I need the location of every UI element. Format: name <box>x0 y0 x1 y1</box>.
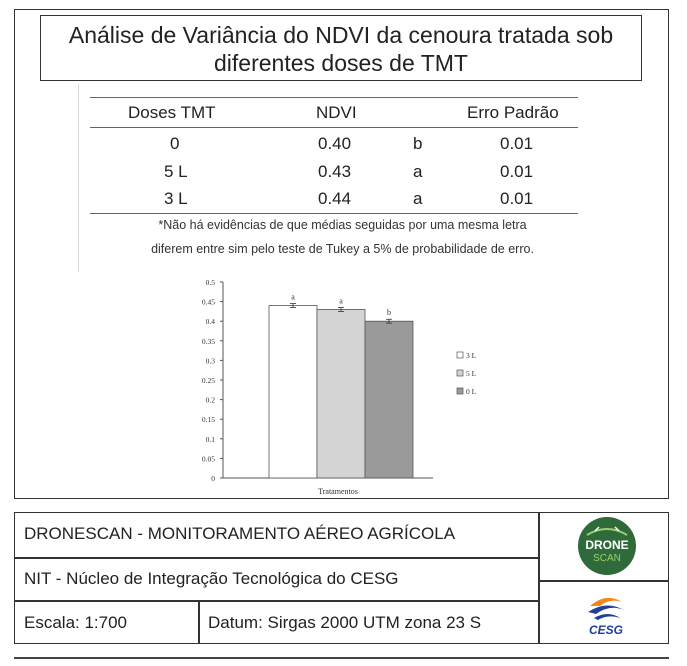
footer-divider <box>538 580 669 582</box>
table-rule-bottom <box>90 213 578 214</box>
y-tick-label: 0.2 <box>205 395 215 405</box>
legend-swatch <box>457 370 463 376</box>
y-tick-label: 0.15 <box>201 415 215 425</box>
table-header-dose: Doses TMT <box>128 103 216 122</box>
table-rule-top <box>90 97 578 98</box>
table-cell-dose: 5 L <box>164 162 188 181</box>
scale-label: Escala: 1:700 <box>24 613 128 632</box>
bar <box>317 309 365 478</box>
table-footnote-line-1: *Não há evidências de que médias seguidas por uma mesma letra <box>158 218 527 232</box>
table-header-error: Erro Padrão <box>467 103 559 122</box>
y-tick-label: 0.3 <box>205 356 215 366</box>
bar <box>269 306 317 478</box>
data-label: b <box>387 308 391 318</box>
legend-label: 5 L <box>466 369 477 378</box>
table-cell-error: 0.01 <box>500 134 534 153</box>
table-cell-dose: 3 L <box>164 189 188 208</box>
table-cell-error: 0.01 <box>500 162 534 181</box>
bar <box>365 321 413 478</box>
data-label: a <box>291 292 295 302</box>
legend-label: 3 L <box>466 351 477 360</box>
table-cell-dose: 0 <box>170 134 180 153</box>
ndvi-bar-chart <box>185 272 515 500</box>
title-line-1: Análise de Variância do NDVI da cenoura tratada sob <box>68 22 614 48</box>
table-rule-header <box>90 127 578 128</box>
nit-label: NIT - Núcleo de Integração Tecnológica do CESG <box>24 569 399 588</box>
y-tick-label: 0 <box>211 474 215 483</box>
legend-swatch <box>457 388 463 394</box>
y-tick-label: 0.45 <box>201 297 215 307</box>
legend-swatch <box>457 352 463 358</box>
table-cell-letter: a <box>413 189 423 208</box>
table-header-ndvi: NDVI <box>316 103 357 122</box>
divider <box>78 84 79 272</box>
table-cell-error: 0.01 <box>500 189 534 208</box>
dronescan-logo <box>573 515 641 577</box>
page-title <box>40 15 642 81</box>
y-tick-label: 0.1 <box>205 434 215 444</box>
datum-label: Datum: Sirgas 2000 UTM zona 23 S <box>208 613 482 632</box>
logo-text: DRONE <box>585 538 629 552</box>
footer-divider <box>14 600 539 602</box>
footer-divider-vertical <box>538 512 540 644</box>
y-tick-label: 0.05 <box>201 454 215 464</box>
table-cell-letter: b <box>413 134 423 153</box>
y-tick-label: 0.4 <box>205 317 215 327</box>
table-cell-ndvi: 0.43 <box>318 162 352 181</box>
y-tick-label: 0.35 <box>201 336 215 346</box>
logo-text: SCAN <box>593 553 621 564</box>
footer-divider <box>198 600 200 644</box>
table-cell-ndvi: 0.44 <box>318 189 352 208</box>
bottom-rule <box>14 657 669 659</box>
logo-text: CESG <box>588 623 624 637</box>
table-footnote-line-2: diferem entre sim pelo teste de Tukey a 5% de probabilidade de erro. <box>151 242 534 256</box>
data-label: a <box>339 296 343 306</box>
y-tick-label: 0.25 <box>201 376 215 385</box>
table-cell-ndvi: 0.40 <box>318 134 352 153</box>
title-line-2: diferentes doses de TMT <box>214 50 468 76</box>
x-axis-label: Tratamentos <box>318 487 358 496</box>
legend-label: 0 L <box>466 387 477 396</box>
footer-divider <box>14 557 539 559</box>
cesg-logo <box>580 588 632 640</box>
company-name: DRONESCAN - MONITORAMENTO AÉREO AGRÍCOLA <box>24 524 456 543</box>
table-cell-letter: a <box>413 162 423 181</box>
y-tick-label: 0.5 <box>205 278 215 287</box>
